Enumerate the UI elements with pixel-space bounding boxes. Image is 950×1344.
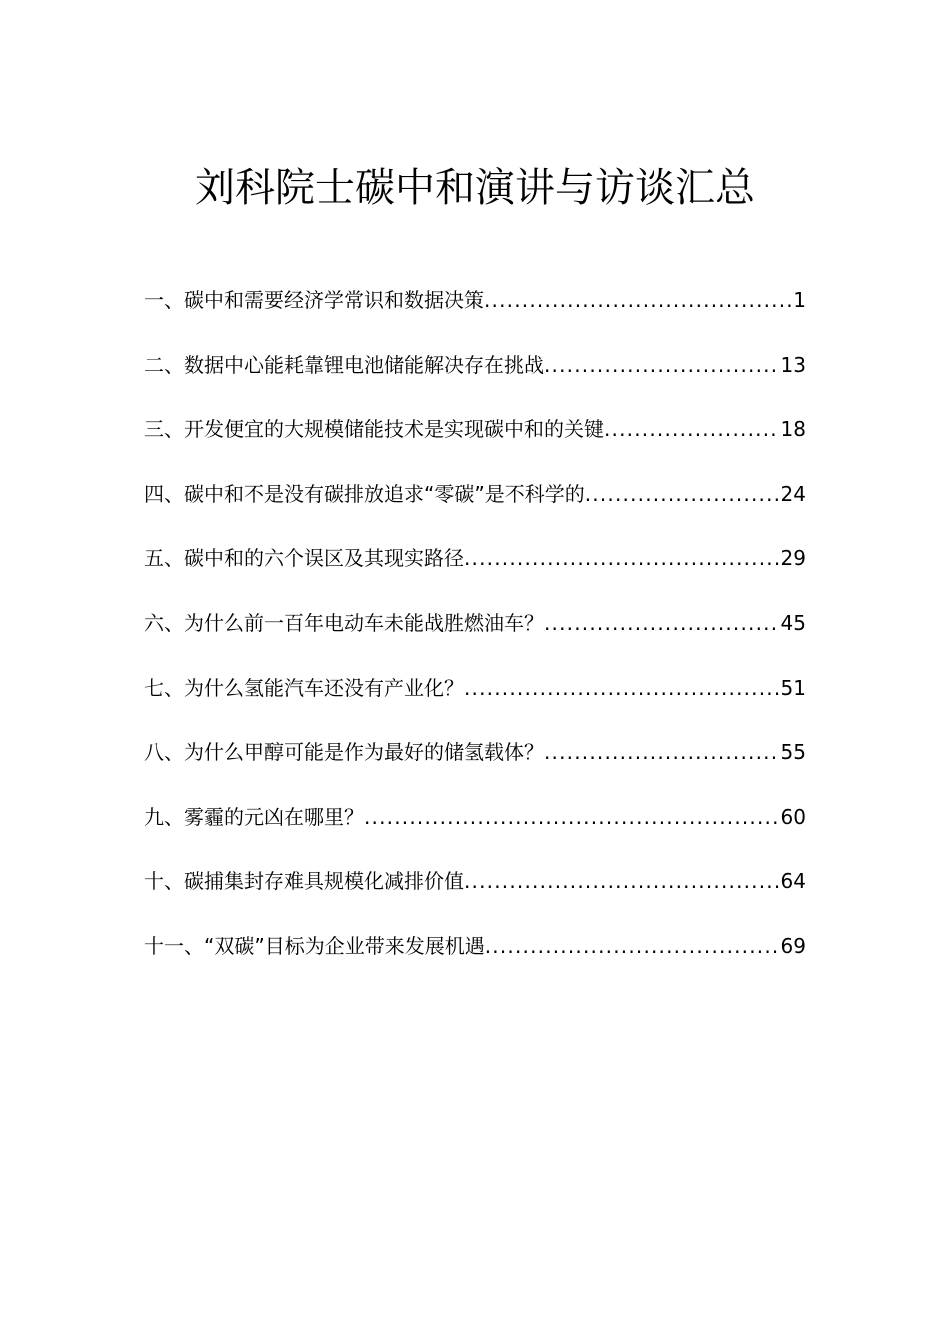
toc-entry[interactable] [144,405,806,470]
table-of-contents [144,276,806,987]
toc-entry-title: 三、开发便宜的大规模储能技术是实现碳中和的关键 [144,417,604,442]
toc-entry-title: 十、碳捕集封存难具规模化减排价值 [144,869,464,894]
toc-page-number: 51 [780,675,806,700]
toc-page-number: 24 [780,481,806,506]
toc-dot-leader [544,341,779,389]
toc-entry[interactable] [144,857,806,922]
toc-entry[interactable] [144,534,806,599]
toc-dot-leader [544,599,779,647]
toc-dot-leader [544,728,779,776]
toc-entry-title: 六、为什么前一百年电动车未能战胜燃油车？ [144,610,544,635]
toc-entry[interactable] [144,728,806,793]
toc-dot-leader [604,405,779,453]
toc-entry[interactable] [144,599,806,664]
toc-entry-title: 七、为什么氢能汽车还没有产业化？ [144,675,464,700]
toc-dot-leader [485,922,779,970]
toc-entry[interactable] [144,276,806,341]
toc-page-number: 1 [793,288,806,312]
toc-dot-leader [364,793,779,841]
toc-entry-title: 八、为什么甲醇可能是作为最好的储氢载体？ [144,740,544,765]
document-title: 刘科院士碳中和演讲与访谈汇总 [195,165,755,211]
toc-entry[interactable] [144,793,806,858]
toc-entry-title: 四、碳中和不是没有碳排放追求“零碳”是不科学的 [144,481,585,506]
toc-entry-title: 十一、“双碳”目标为企业带来发展机遇 [144,933,485,958]
toc-dot-leader [464,664,779,712]
toc-entry[interactable] [144,470,806,535]
toc-dot-leader [484,276,791,324]
toc-page-number: 55 [780,740,806,765]
toc-entry[interactable] [144,922,806,987]
toc-dot-leader [464,857,779,905]
toc-page-number: 45 [780,610,806,635]
toc-entry-title: 五、碳中和的六个误区及其现实路径 [144,546,464,571]
toc-entry[interactable] [144,664,806,729]
toc-dot-leader [464,534,779,582]
toc-dot-leader [585,470,779,518]
toc-page-number: 64 [780,869,806,894]
toc-entry-title: 九、雾霾的元凶在哪里？ [144,804,364,829]
toc-entry-title: 二、数据中心能耗靠锂电池储能解决存在挑战 [144,352,544,377]
toc-page-number: 69 [780,933,806,958]
toc-page-number: 18 [780,417,806,442]
toc-page-number: 29 [780,546,806,571]
toc-entry[interactable] [144,341,806,406]
toc-entry-title: 一、碳中和需要经济学常识和数据决策 [144,288,484,312]
toc-page-number: 13 [780,352,806,377]
toc-page-number: 60 [780,804,806,829]
